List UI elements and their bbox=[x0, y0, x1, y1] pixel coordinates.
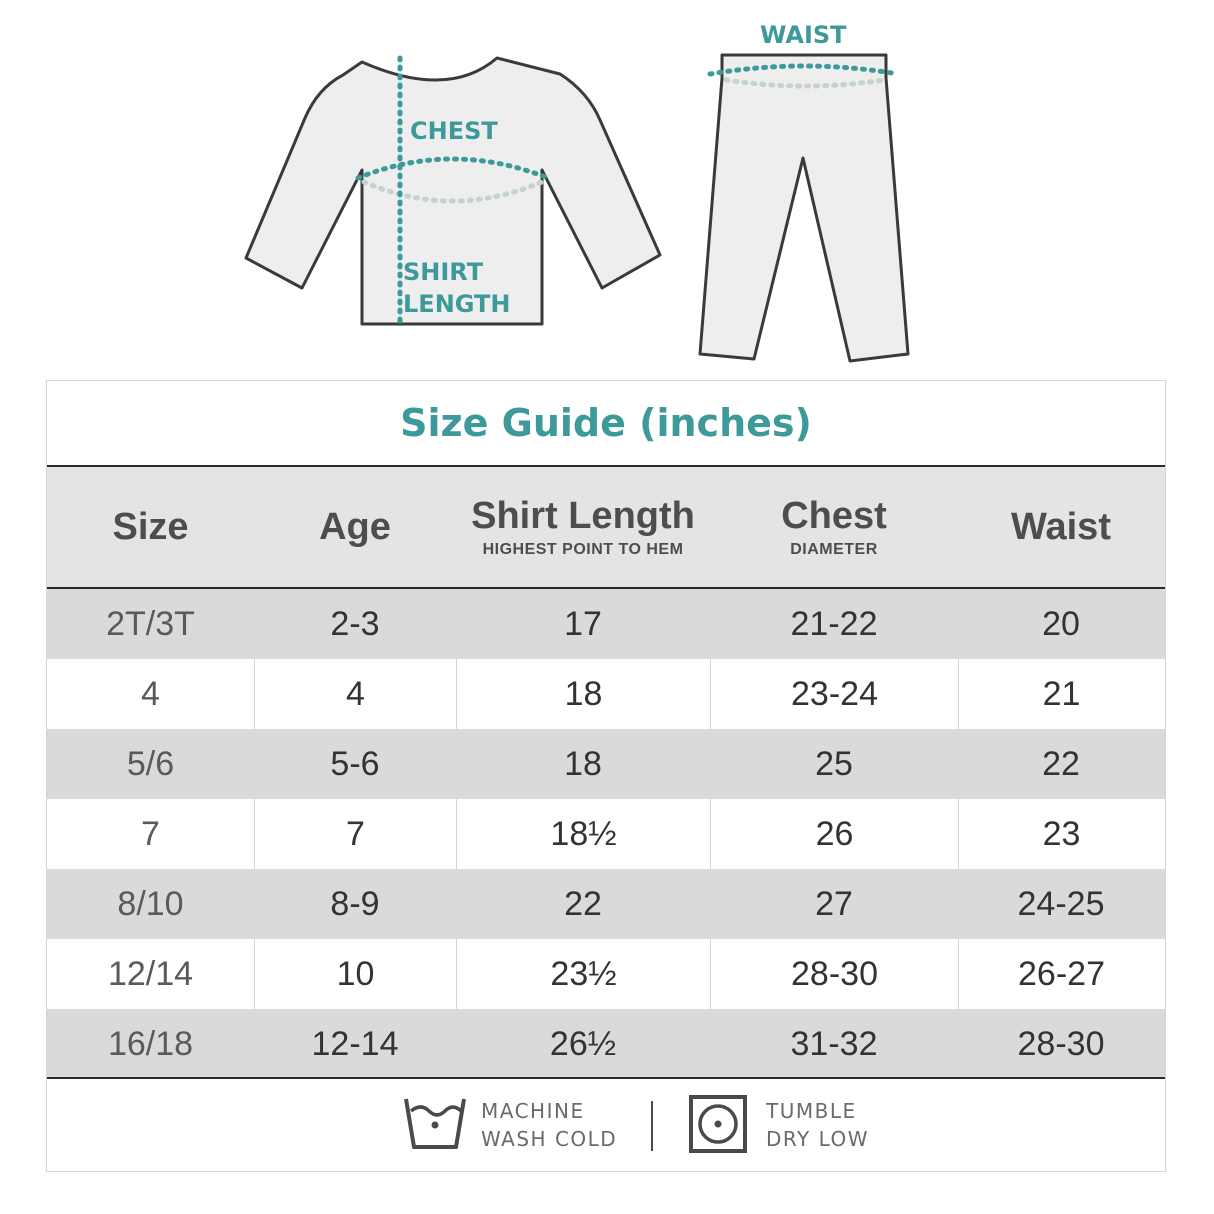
care-divider bbox=[651, 1101, 653, 1151]
table-row bbox=[47, 659, 1165, 729]
table-row bbox=[47, 1009, 1165, 1079]
header-shirt-length: Shirt Length HIGHEST POINT TO HEM bbox=[471, 495, 695, 558]
tumble-dry-icon bbox=[689, 1095, 747, 1153]
cell-shirt-length: 18 bbox=[564, 744, 602, 783]
cell-size: 7 bbox=[141, 814, 160, 853]
table-header bbox=[47, 467, 1165, 587]
cell-shirt-length: 26½ bbox=[549, 1024, 617, 1063]
cell-waist: 20 bbox=[1042, 604, 1080, 643]
cell-shirt-length: 18½ bbox=[456, 799, 710, 869]
chest-label: CHEST bbox=[410, 117, 498, 145]
pants-icon bbox=[700, 21, 908, 361]
cell-age: 4 bbox=[254, 659, 456, 729]
header-age: Age bbox=[319, 506, 391, 548]
cell-waist: 24-25 bbox=[1017, 884, 1105, 923]
cell-waist: 26-27 bbox=[958, 939, 1164, 1009]
cell-size: 12/14 bbox=[107, 954, 194, 993]
cell-waist: 22 bbox=[1042, 744, 1080, 783]
cell-chest: 26 bbox=[710, 799, 958, 869]
cell-age: 8-9 bbox=[330, 884, 380, 923]
shirt-length-label: SHIRT bbox=[403, 258, 484, 286]
cell-age: 7 bbox=[254, 799, 456, 869]
cell-size: 4 bbox=[141, 674, 160, 713]
care-instructions bbox=[47, 1079, 1165, 1171]
cell-chest: 25 bbox=[815, 744, 853, 783]
cell-shirt-length: 18 bbox=[456, 659, 710, 729]
cell-waist: 21 bbox=[958, 659, 1164, 729]
cell-chest: 31-32 bbox=[790, 1024, 878, 1063]
wash-label: MACHINE WASH COLD bbox=[481, 1099, 618, 1151]
table-row bbox=[47, 799, 1165, 869]
cell-size: 2T/3T bbox=[106, 604, 195, 643]
cell-chest: 21-22 bbox=[790, 604, 878, 643]
waist-label: WAIST bbox=[760, 21, 847, 49]
cell-chest: 23-24 bbox=[710, 659, 958, 729]
cell-size: 5/6 bbox=[126, 744, 175, 783]
cell-shirt-length: 23½ bbox=[456, 939, 710, 1009]
table-row bbox=[47, 939, 1165, 1009]
cell-age: 10 bbox=[254, 939, 456, 1009]
header-waist: Waist bbox=[1011, 506, 1111, 548]
dry-label: TUMBLE DRY LOW bbox=[766, 1099, 870, 1151]
cell-age: 12-14 bbox=[311, 1024, 399, 1063]
cell-size: 8/10 bbox=[117, 884, 184, 923]
table-row bbox=[47, 869, 1165, 939]
header-size: Size bbox=[112, 506, 189, 548]
header-chest: Chest DIAMETER bbox=[781, 495, 887, 558]
cell-age: 2-3 bbox=[330, 604, 380, 643]
cell-chest: 27 bbox=[815, 884, 853, 923]
cell-waist: 23 bbox=[958, 799, 1164, 869]
cell-waist: 28-30 bbox=[1017, 1024, 1105, 1063]
table-row bbox=[47, 589, 1165, 659]
cell-size: 16/18 bbox=[107, 1024, 194, 1063]
size-guide-title: Size Guide (inches) bbox=[400, 401, 812, 445]
shirt-icon bbox=[246, 58, 660, 324]
garment-illustration bbox=[0, 0, 1214, 380]
cell-shirt-length: 22 bbox=[564, 884, 602, 923]
cell-chest: 28-30 bbox=[710, 939, 958, 1009]
wash-tub-icon bbox=[403, 1095, 467, 1153]
cell-shirt-length: 17 bbox=[564, 604, 602, 643]
cell-age: 5-6 bbox=[330, 744, 380, 783]
size-guide-table bbox=[46, 380, 1166, 1172]
shirt-length-label-2: LENGTH bbox=[403, 290, 511, 318]
table-row bbox=[47, 729, 1165, 799]
